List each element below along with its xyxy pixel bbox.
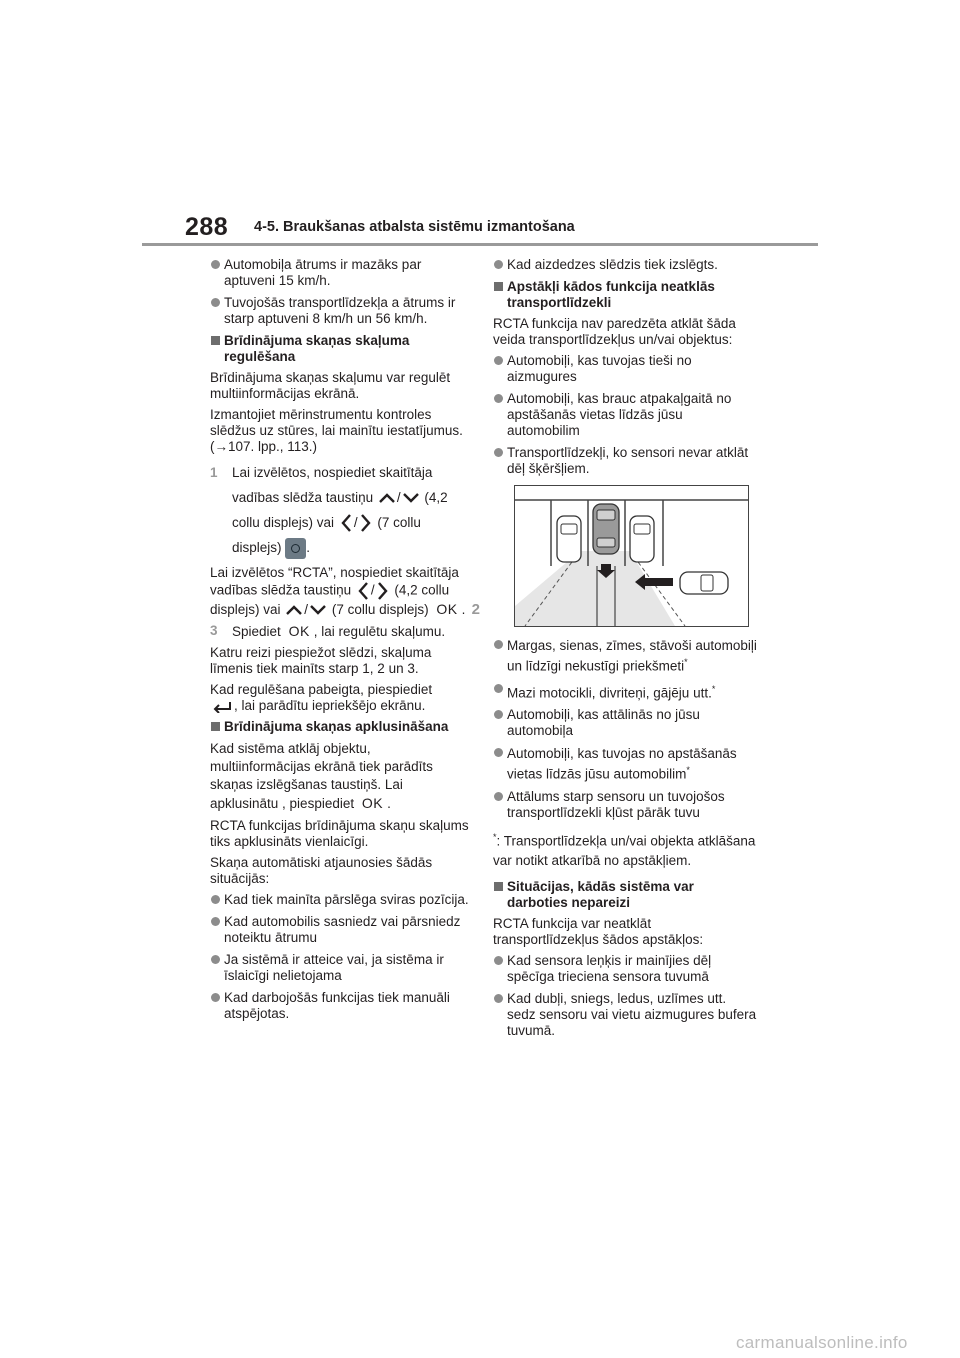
paragraph: RCTA funkcija var neatklāt transportlīdzekļus šādos apstākļos:	[493, 916, 704, 947]
chevron-right-icon	[377, 581, 389, 601]
section-heading: Apstākļi kādos funkcija neatklās transportlīdzekli	[493, 279, 757, 311]
step-text: Lai izvēlētos “RCTA”, nospiediet skaitītāja vadības slēdža taustiņu	[210, 565, 459, 598]
paragraph: RCTA funkcijas brīdinājuma skaņu skaļums tiks apklusināts vienlaicīgi.	[210, 818, 469, 849]
step-number: 2	[471, 601, 480, 618]
paragraph: Kad regulēšana pabeigta, piespiediet , lai parādītu iepriekšējo ekrānu.	[210, 682, 433, 713]
list-item: Kad aizdedzes slēdzis tiek izslēgts.	[493, 257, 757, 273]
step-number: 3	[210, 623, 218, 638]
right-column	[493, 257, 757, 1045]
parking-diagram	[514, 485, 749, 627]
list-item: Tuvojošās transportlīdzekļa a ātrums ir starp aptuveni 8 km/h un 56 km/h.	[210, 295, 474, 327]
chevron-left-icon	[357, 581, 369, 601]
list-item: Automobiļi, kas tuvojas tieši no aizmugures	[493, 353, 757, 385]
slash: /	[353, 515, 358, 530]
list-item: Automobiļi, kas attālinās no jūsu automobiļa	[493, 707, 757, 739]
list-item: Transportlīdzekļi, ko sensori nevar atklāt dēļ šķēršļiem.	[493, 445, 757, 477]
ok-icon: OK	[436, 601, 458, 617]
parking-illustration	[515, 486, 748, 626]
list-item: Automobiļi, kas tuvojas no apstāšanās vietas līdzās jūsu automobilim*	[493, 745, 757, 783]
list-item: Kad darbojošās funkcijas tiek manuāli atspējotas.	[210, 990, 474, 1022]
slash: /	[370, 582, 375, 598]
back-icon	[212, 699, 232, 713]
step-3	[210, 623, 474, 640]
paragraph: Katru reizi piespiežot slēdzi, skaļuma līmenis tiek mainīts starp 1, 2 un 3.	[210, 645, 432, 676]
slash: /	[396, 490, 401, 505]
ok-icon: OK	[361, 795, 384, 811]
step-text: , lai regulētu skaļumu.	[313, 624, 446, 639]
list-item: Kad sensora leņķis ir mainījies dēļ spēcīga trieciena sensora tuvumā	[493, 953, 757, 985]
step-text: (4,2 collu displejs) vai	[210, 582, 450, 617]
step-number: 1	[210, 465, 218, 480]
list-item: Automobiļi, kas brauc atpakaļgaitā no apstāšanās vietas līdzās jūsu automobilim	[493, 391, 757, 439]
list-item: Mazi motocikli, divriteņi, gājēju utt.*	[493, 681, 757, 702]
step-text: Lai izvēlētos, nospiediet skaitītāja vadības slēdža taustiņu	[232, 465, 433, 505]
list-item: Ja sistēmā ir atteice vai, ja sistēma ir īslaicīgi nelietojama	[210, 952, 474, 984]
gear-icon	[285, 538, 306, 559]
chevron-up-icon	[286, 604, 302, 616]
list-item: Attālums starp sensoru un tuvojošos transportlīdzekli kļūst pārāk tuvu	[493, 789, 757, 821]
slash: /	[304, 602, 309, 617]
paragraph: Kad sistēma atklāj objektu, multiinformācijas ekrānā tiek parādīts skaņas izslēgšanas taustiņš. Lai apklusinātu , piespiediet OK .	[210, 741, 433, 811]
chevron-up-icon	[379, 492, 395, 504]
paragraph: Izmantojiet mērinstrumentu kontroles slēdžus uz stūres, lai mainītu iestatījumus. (→107. lpp., 113.)	[210, 407, 463, 454]
step-1: 1 Lai izvēlētos, nospiediet skaitītāja vadības slēdža taustiņu / (4,2 collu displejs) vai / (7 collu displejs) .	[210, 460, 474, 560]
paragraph: RCTA funkcija nav paredzēta atklāt šāda veida transportlīdzekļus un/vai objektus:	[493, 316, 736, 347]
list-item: Kad dubļi, sniegs, ledus, uzlīmes utt. sedz sensoru vai vietu aizmugures bufera tuvumā.	[493, 991, 757, 1039]
ok-icon: OK	[288, 623, 310, 639]
list-item: Kad tiek mainīta pārslēga sviras pozīcija.	[210, 892, 474, 908]
list-item: Automobiļa ātrums ir mazāks par aptuveni 15 km/h.	[210, 257, 474, 289]
footnote: *: Transportlīdzekļa un/vai objekta atklāšana var notikt atkarībā no apstākļiem.	[493, 831, 756, 868]
chevron-down-icon	[310, 604, 326, 616]
section-heading: Situācijas, kādās sistēma var darboties nepareizi	[493, 879, 757, 911]
list-item: Kad automobilis sasniedz vai pārsniedz noteiktu ātrumu	[210, 914, 474, 946]
chevron-down-icon	[403, 492, 419, 504]
left-column	[210, 257, 480, 1028]
chevron-left-icon	[340, 513, 352, 533]
step-text: Spiediet	[232, 624, 281, 639]
paragraph: Brīdinājuma skaņas skaļumu var regulēt multiinformācijas ekrānā.	[210, 370, 451, 401]
step-text: (7 collu displejs)	[232, 515, 421, 555]
section-heading: Brīdinājuma skaņas apklusināšana	[210, 719, 474, 735]
step-text: (7 collu displejs)	[331, 602, 429, 617]
step-2: Lai izvēlētos “RCTA”, nospiediet skaitītāja vadības slēdža taustiņu / (4,2 collu displejs) vai / (7 collu displejs) OK . 2	[210, 565, 480, 618]
section-title: 4-5. Braukšanas atbalsta sistēmu izmantošana	[254, 219, 575, 235]
step-text: (4,2 collu displejs) vai	[232, 490, 448, 530]
page-number: 288	[185, 213, 229, 241]
section-heading: Brīdinājuma skaņas skaļuma regulēšana	[210, 333, 474, 365]
watermark: carmanualsonline.info	[736, 1333, 908, 1352]
header-rule	[142, 243, 818, 246]
chevron-right-icon	[360, 513, 372, 533]
list-item: Margas, sienas, zīmes, stāvoši automobiļi un līdzīgi nekustīgi priekšmeti*	[493, 637, 757, 675]
paragraph: Skaņa automātiski atjaunosies šādās situācijās:	[210, 855, 433, 886]
